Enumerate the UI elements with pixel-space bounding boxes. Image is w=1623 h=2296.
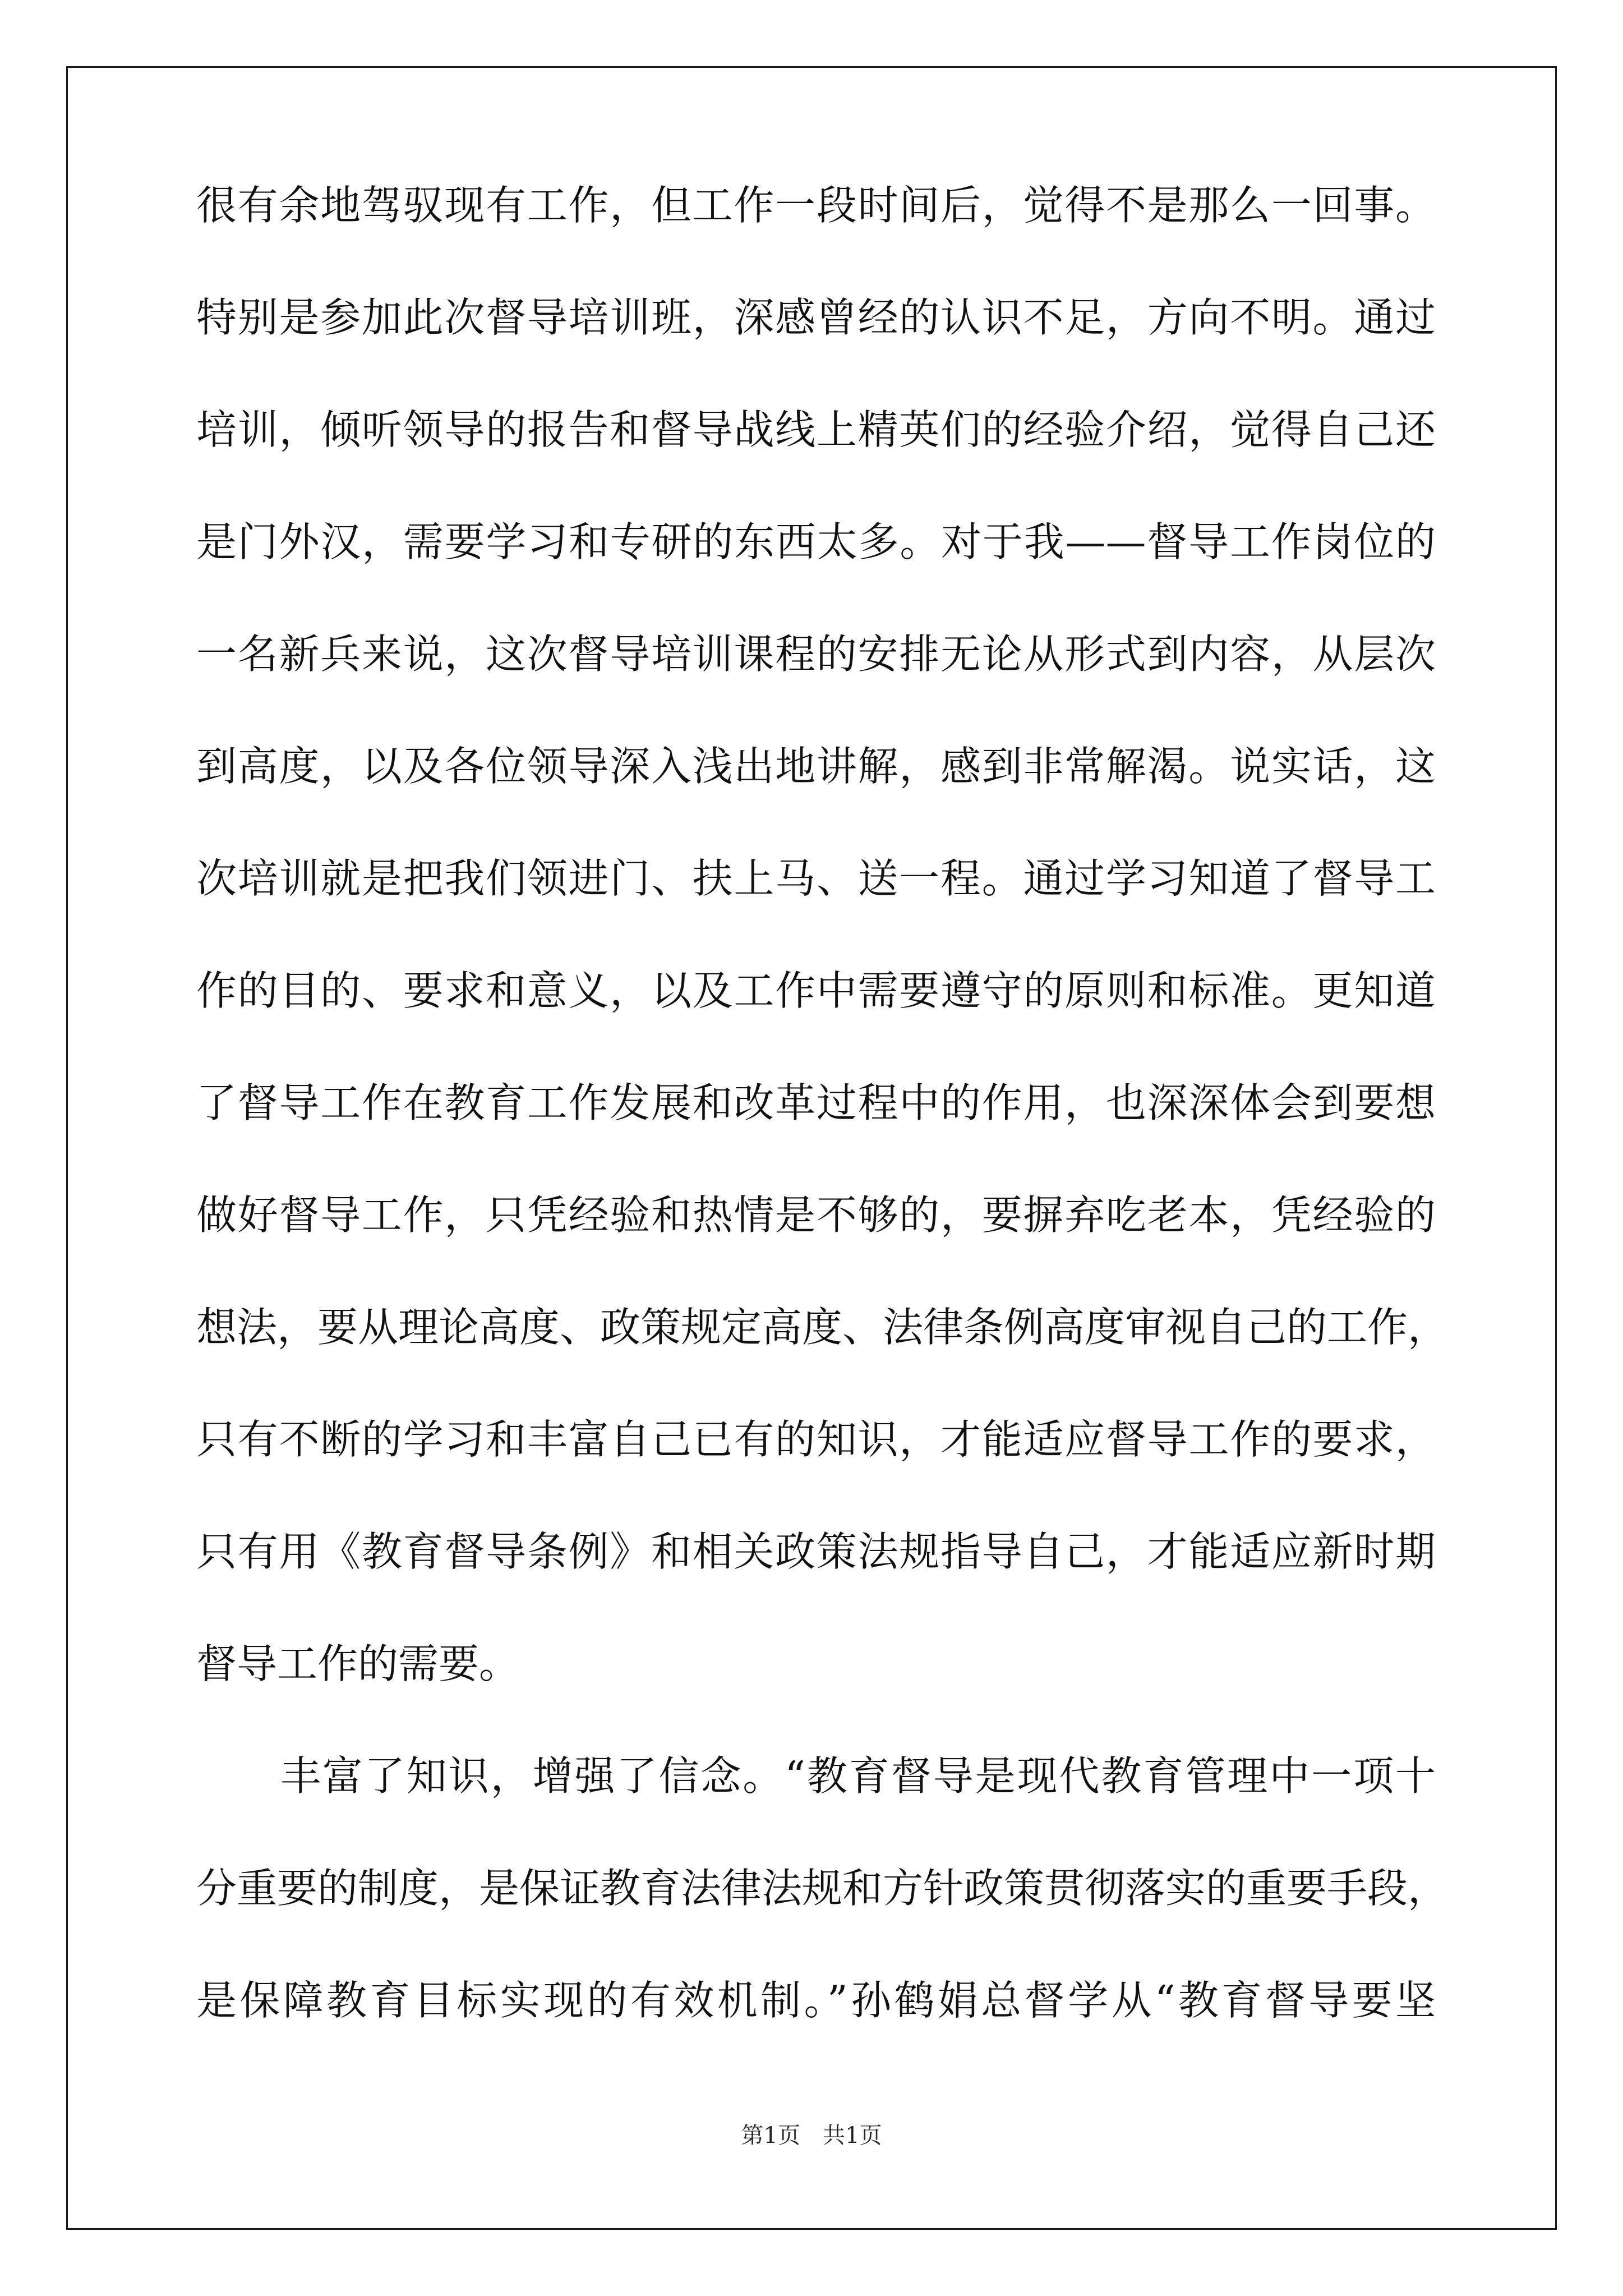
page-number: 第1页 bbox=[741, 2123, 800, 2148]
text-line: 特别是参加此次督导培训班，深感曾经的认识不足，方向不明。通过 bbox=[196, 294, 1436, 341]
paragraph-1 bbox=[196, 182, 1449, 1687]
text-line: 丰富了知识，增强了信念。“教育督导是现代教育管理中一项十 bbox=[280, 1752, 1436, 1800]
page-total: 共1页 bbox=[823, 2123, 882, 2148]
text-line: 作的目的、要求和意义，以及工作中需要遵守的原则和标准。更知道 bbox=[196, 967, 1436, 1014]
text-line: 一名新兵来说，这次督导培训课程的安排无论从形式到内容，从层次 bbox=[196, 631, 1436, 678]
text-line: 只有不断的学习和丰富自己已有的知识，才能适应督导工作的要求， bbox=[196, 1416, 1436, 1463]
text-line: 培训，倾听领导的报告和督导战线上精英们的经验介绍，觉得自己还 bbox=[196, 406, 1436, 453]
page-footer bbox=[0, 2118, 1623, 2150]
text-line: 很有余地驾驭现有工作，但工作一段时间后，觉得不是那么一回事。 bbox=[196, 182, 1436, 229]
text-line: 督导工作的需要。 bbox=[196, 1640, 520, 1687]
text-line: 做好督导工作，只凭经验和热情是不够的，要摒弃吃老本，凭经验的 bbox=[196, 1191, 1436, 1239]
text-line: 分重要的制度，是保证教育法律法规和方针政策贯彻落实的重要手段， bbox=[196, 1865, 1449, 1912]
text-line: 想法，要从理论高度、政策规定高度、法律条例高度审视自己的工作， bbox=[196, 1304, 1449, 1351]
text-line: 只有用《教育督导条例》和相关政策法规指导自己，才能适应新时期 bbox=[196, 1528, 1436, 1575]
text-line: 了督导工作在教育工作发展和改革过程中的作用，也深深体会到要想 bbox=[196, 1079, 1436, 1126]
text-line: 到高度，以及各位领导深入浅出地讲解，感到非常解渴。说实话，这 bbox=[196, 743, 1436, 790]
text-line: 是保障教育目标实现的有效机制。”孙鹤娟总督学从“教育督导要坚 bbox=[196, 1977, 1436, 2024]
document-body bbox=[196, 182, 1449, 2092]
text-line: 是门外汉，需要学习和专研的东西太多。对于我——督导工作岗位的 bbox=[196, 518, 1436, 565]
text-line: 次培训就是把我们领进门、扶上马、送一程。通过学习知道了督导工 bbox=[196, 855, 1436, 902]
paragraph-2 bbox=[196, 1752, 1449, 2024]
